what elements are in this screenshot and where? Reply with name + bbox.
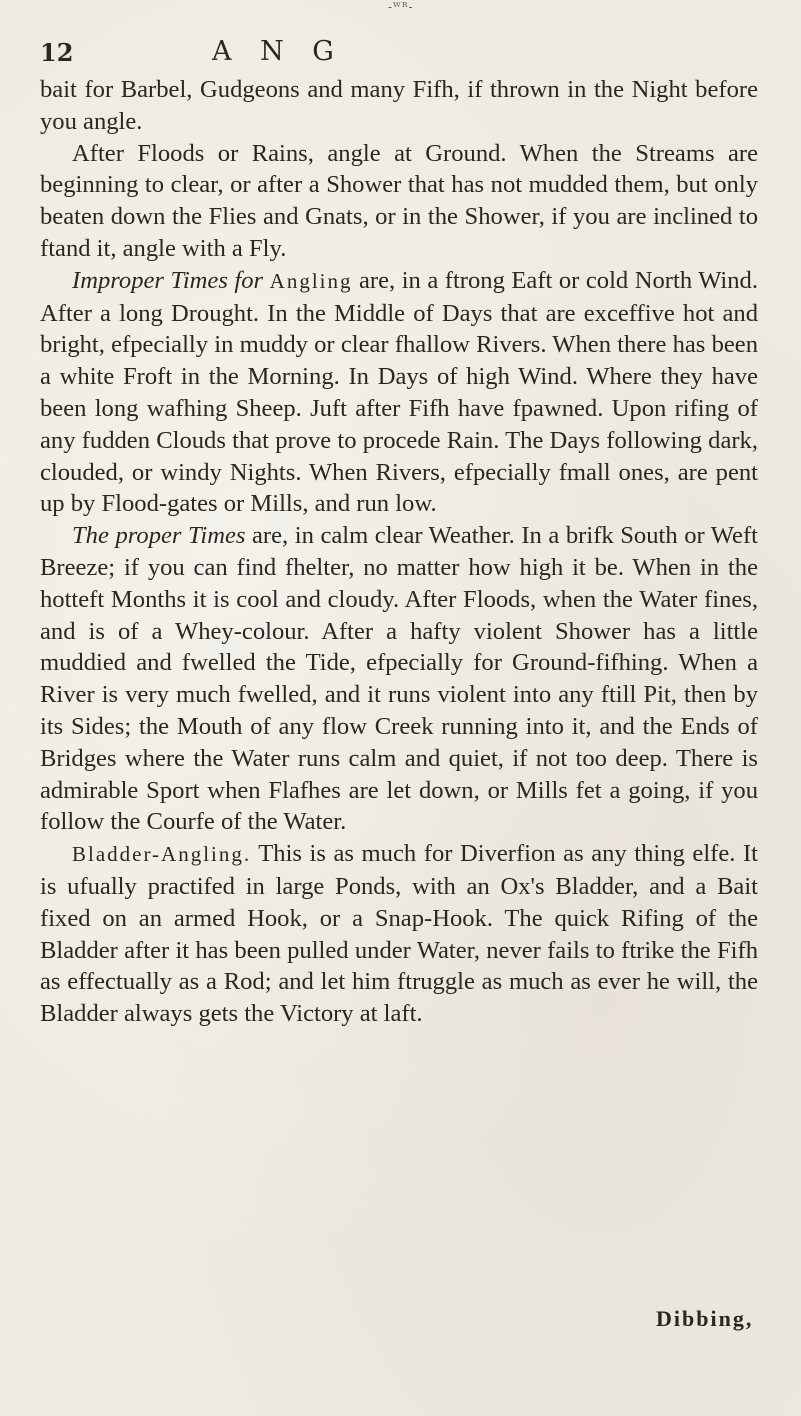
body-text xyxy=(40,74,758,1030)
page-number: 12 xyxy=(40,38,74,67)
page-header xyxy=(40,38,760,78)
paragraph-text: are, in a ftrong Eaft or cold North Wind. After a long Drought. In the Middle of Days that are exceffive hot and bright, efpecially in muddy or clear fhallow Rivers. When there has been a white Froft in the Morning. In Days of high Wind. Where they have been long wafhing Sheep. Juft after Fifh have fpawned. Upon rifing of any fudden Clouds that prove to procede Rain. The Days following dark, clouded, or windy Nights. When Rivers, efpecially fmall ones, are pent up by Flood-gates or Mills, and run low. xyxy=(40,266,758,518)
paragraph-text: This is as much for Diverfion as any thing elfe. It is ufually practifed in large Ponds, with an Ox's Bladder, and a Bait fixed on an armed Hook, or a Snap-Hook. The quick Rifing of the Bladder after it has been pulled under Water, never fails to ftrike the Fifh as effectually as a Rod; and let him ftruggle as much as ever he will, the Bladder always gets the Victory at laft. xyxy=(40,840,758,1028)
paragraph-text: bait for Barbel, Gudgeons and many Fifh, if thrown in the Night before you angle. xyxy=(40,76,758,135)
section-lead: Improper Times for xyxy=(72,266,264,294)
paragraph-after-floods xyxy=(40,138,758,265)
paragraph-bait-continuation xyxy=(40,74,758,138)
catchword: Dibbing, xyxy=(656,1306,754,1331)
top-margin-mark: -ᵂᴿ- xyxy=(388,0,414,14)
section-caps-word: Bladder-Angling. xyxy=(72,842,252,867)
paragraph-bladder-angling xyxy=(40,838,758,1030)
paragraph-text: are, in calm clear Weather. In a brifk South or Weft Breeze; if you can find fhelter, no matter how high it be. When in the hotteft Months it is cool and cloudy. After Floods, when the Water fines, and is of a Whey-colour. After a hafty violent Shower has a little muddied and fwelled the Tide, efpecially for Ground-fifhing. When a River is very much fwelled, and it runs violent into any ftill Pit, then by its Sides; the Mouth of any flow Creek running into it, and the Ends of Bridges where the Water runs calm and quiet, if not too deep. There is admirable Sport when Flafhes are let down, or Mills fet a going, if you follow the Courfe of the Water. xyxy=(40,522,758,836)
section-caps-word: Angling xyxy=(269,268,353,293)
section-lead: The proper Times xyxy=(72,522,246,550)
paragraph-improper-times xyxy=(40,265,758,520)
paragraph-text: After Floods or Rains, angle at Ground. When the Streams are beginning to clear, or after a Shower that has not mudded them, but only beaten down the Flies and Gnats, or in the Shower, if you are inclined to ftand it, angle with a Fly. xyxy=(40,139,758,262)
running-head: A N G xyxy=(212,36,344,67)
paragraph-proper-times xyxy=(40,520,758,838)
